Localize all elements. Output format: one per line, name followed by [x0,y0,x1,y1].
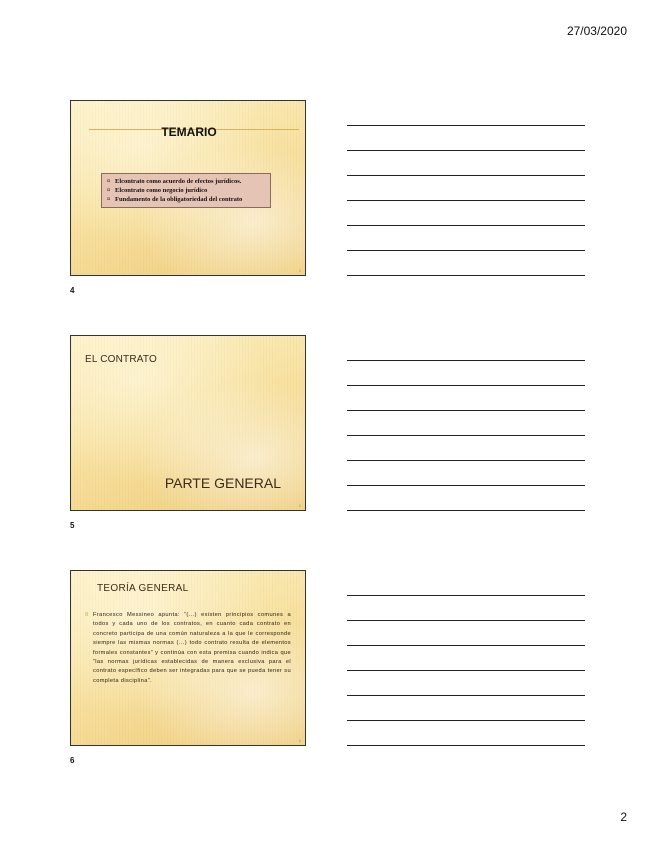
slide-title: TEMARIO [161,125,217,139]
note-line [347,150,585,151]
slide-thumbnail-6 [70,570,306,746]
bullet-icon: ¤ [107,178,111,185]
bullet-icon: ¤ [107,195,111,203]
list-item-text: Fundamento de la obligatoriedad del contrato [115,195,243,203]
note-line [347,510,585,511]
note-line [347,695,585,696]
list-item-text: Elcontrato como acuerdo de efectos jurídicos. [115,178,242,185]
note-line [347,645,585,646]
note-line [347,360,585,361]
list-item [107,178,265,186]
note-line [347,595,585,596]
note-line [347,410,585,411]
list-item [107,187,265,195]
slide-subtitle: PARTE GENERAL [164,475,281,491]
note-line [347,275,585,276]
slide-corner-number: 5 [298,503,301,508]
note-line [347,125,585,126]
slide-title: EL CONTRATO [85,354,158,365]
page-date: 27/03/2020 [566,24,627,38]
slide-thumbnail-5 [70,335,306,511]
note-line [347,225,585,226]
slide-number: 6 [70,756,75,765]
note-line [347,670,585,671]
slide-body [85,611,291,686]
note-line [347,175,585,176]
slide-body-text: Francesco Messineo apunta: “(…) existen principios comunes a todos y cada uno de los contratos, en cuanto cada contrato en concreto participa de una común naturaleza a la que le corresponde siempre las mismas normas (…) todo contrato resulta de elementos formales constantes” y continúa con esta premisa cuando indica que “las normas jurídicas establecidas de manera exclusiva para el contrato específico deben ser integradas para que se pueda tener su completa disciplina”. [93,612,291,684]
slide-thumbnail-4 [70,100,306,276]
note-line [347,250,585,251]
slide-title: TEORÍA GENERAL [97,583,189,594]
page-number: 2 [620,810,627,824]
slide-number: 4 [70,286,75,295]
bullet-icon: ¤ [107,186,111,194]
list-item-text: Elcontrato como negocio jurídico [115,186,208,194]
bullet-icon: ¤ [85,612,89,618]
list-item [107,196,265,204]
slide-corner-number: 4 [298,268,301,273]
note-line [347,435,585,436]
notes-lines [347,125,585,300]
notes-lines [347,595,585,770]
slide-number: 5 [70,521,75,530]
note-line [347,485,585,486]
note-line [347,745,585,746]
note-line [347,620,585,621]
topics-box [101,173,271,208]
note-line [347,385,585,386]
note-line [347,200,585,201]
slide-corner-number: 6 [298,738,301,743]
note-line [347,720,585,721]
notes-lines [347,360,585,535]
note-line [347,460,585,461]
